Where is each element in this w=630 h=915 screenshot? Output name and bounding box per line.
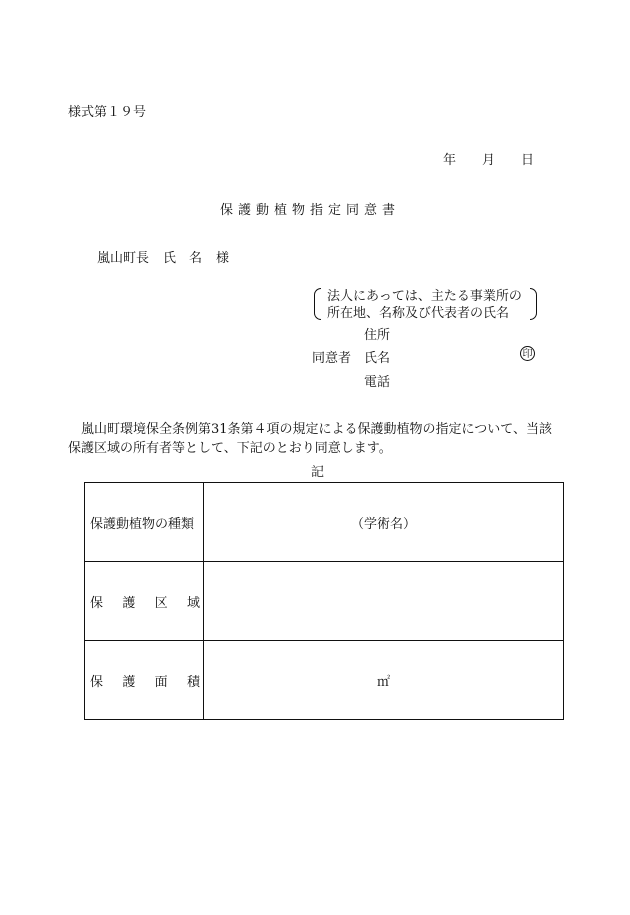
consent-statement-line2: 保護区域の所有者等として、下記のとおり同意します。 xyxy=(68,441,392,456)
name-label: 氏名 xyxy=(364,351,391,366)
table-row xyxy=(85,562,564,641)
species-label: 保護動植物の種類 xyxy=(90,516,195,532)
label-char: 積 xyxy=(186,674,200,690)
details-table xyxy=(84,482,564,720)
page-title: 保護動植物指定同意書 xyxy=(220,203,401,218)
size-value-cell[interactable] xyxy=(204,641,564,720)
table-row xyxy=(85,483,564,562)
label-char: 護 xyxy=(122,595,136,611)
table-row xyxy=(85,641,564,720)
area-label xyxy=(85,592,203,611)
species-value-cell[interactable] xyxy=(204,483,564,562)
phone-label: 電話 xyxy=(364,375,391,390)
date-month-label: 月 xyxy=(482,153,496,168)
right-bracket xyxy=(530,288,537,320)
seal-mark: 印 xyxy=(520,346,535,361)
ki-heading: 記 xyxy=(311,465,325,480)
consent-statement xyxy=(68,420,568,458)
table-label-cell xyxy=(85,641,204,720)
date-day-label: 日 xyxy=(521,153,535,168)
consent-statement-line1: 嵐山町環境保全条例第31条第４項の規定による保護動植物の指定について、当該 xyxy=(81,422,553,437)
label-char: 保 xyxy=(90,674,104,690)
table-label-cell xyxy=(85,483,204,562)
label-char: 域 xyxy=(186,595,200,611)
label-char: 保 xyxy=(90,595,104,611)
address-label: 住所 xyxy=(364,328,391,343)
addressee-name-placeholder: 氏 名 xyxy=(163,251,203,266)
left-bracket xyxy=(314,288,321,320)
label-char: 面 xyxy=(154,674,168,690)
size-label xyxy=(85,671,203,690)
size-value: ㎡ xyxy=(376,674,390,690)
species-value: （学術名） xyxy=(350,516,416,532)
consenter-label: 同意者 xyxy=(312,351,352,366)
addressee-office: 嵐山町長 xyxy=(97,251,150,266)
label-char: 区 xyxy=(154,595,168,611)
label-char: 護 xyxy=(122,674,136,690)
corporate-note-line1: 法人にあっては、主たる事業所の xyxy=(327,289,522,304)
table-label-cell xyxy=(85,562,204,641)
corporate-note-line2: 所在地、名称及び代表者の氏名 xyxy=(327,306,510,321)
area-value-cell[interactable] xyxy=(204,562,564,641)
form-number: 様式第１９号 xyxy=(68,105,147,120)
addressee xyxy=(97,247,229,266)
addressee-honorific: 様 xyxy=(216,251,230,266)
date-line xyxy=(443,149,534,168)
date-year-label: 年 xyxy=(443,153,457,168)
